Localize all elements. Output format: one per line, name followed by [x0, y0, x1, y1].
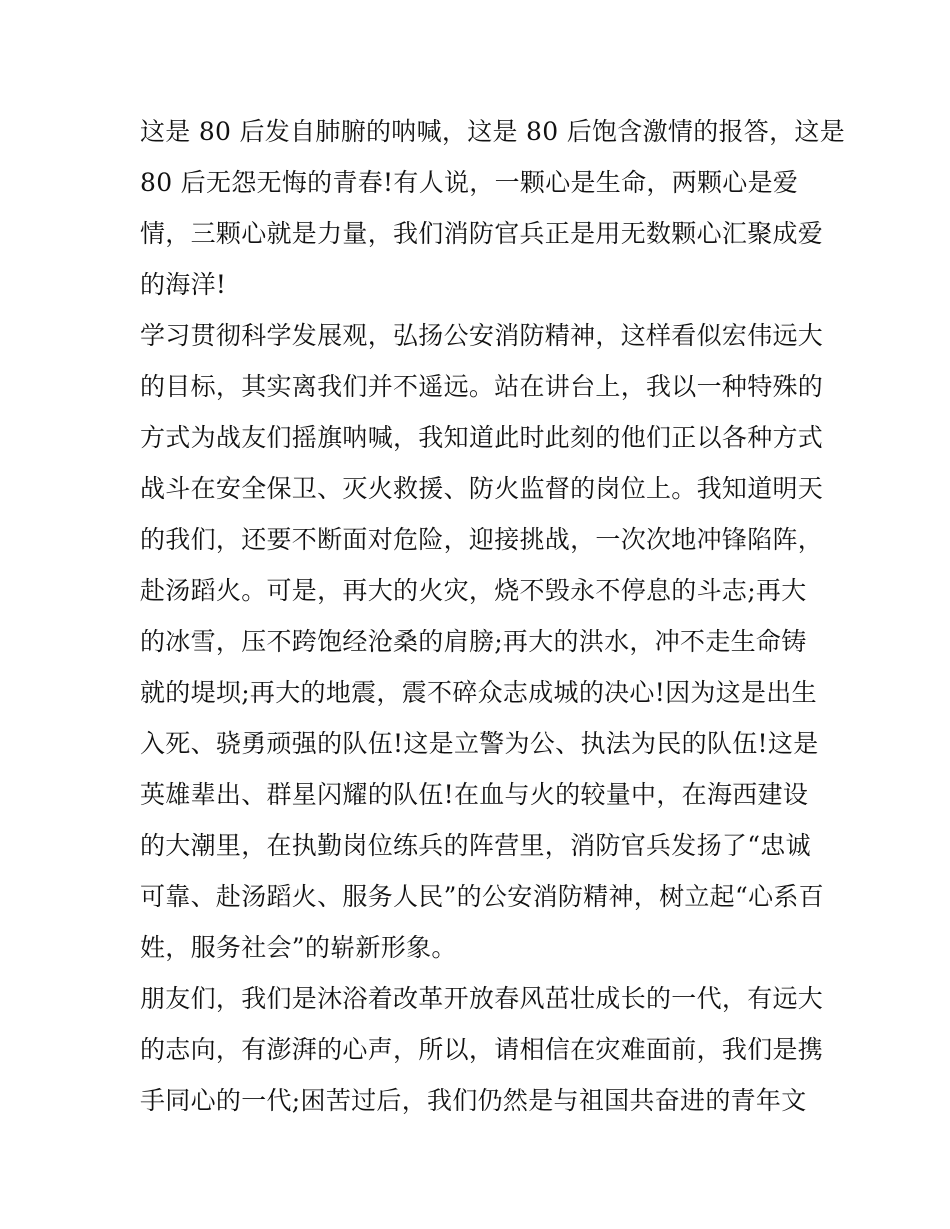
text-line: 朋友们，我们是沐浴着改革开放春风茁壮成长的一代，有远大: [140, 984, 824, 1013]
text-line: 就的堤坝;再大的地震，震不碎众志成城的决心!因为这是出生: [140, 678, 817, 707]
text-line: 的冰雪，压不跨饱经沧桑的肩膀;再大的洪水，冲不走生命铸: [140, 627, 807, 656]
text-line: 可靠、赴汤蹈火、服务人民”的公安消防精神，树立起“心系百: [140, 882, 824, 911]
paragraph: [140, 310, 824, 973]
text-line: 的志向，有澎湃的心声，所以，请相信在灾难面前，我们是携: [140, 1035, 824, 1064]
paragraph: [140, 973, 824, 1126]
text-line: 方式为战友们摇旗呐喊，我知道此时此刻的他们正以各种方式: [140, 423, 824, 452]
text-line: 姓，服务社会”的崭新形象。: [140, 933, 457, 962]
paragraph: [140, 106, 846, 310]
text-line: 战斗在安全保卫、灭火救援、防火监督的岗位上。我知道明天: [140, 474, 824, 503]
text-line: 学习贯彻科学发展观，弘扬公安消防精神，这样看似宏伟远大: [140, 321, 824, 350]
text-line: 80 后无怨无悔的青春!有人说，一颗心是生命，两颗心是爱: [140, 168, 799, 197]
text-line: 赴汤蹈火。可是，再大的火灾，烧不毁永不停息的斗志;再大: [140, 576, 807, 605]
text-line: 这是 80 后发自肺腑的呐喊，这是 80 后饱含激情的报答，这是: [140, 117, 846, 146]
text-line: 英雄辈出、群星闪耀的队伍!在血与火的较量中，在海西建设: [140, 780, 809, 809]
text-line: 情，三颗心就是力量，我们消防官兵正是用无数颗心汇聚成爱: [140, 219, 824, 248]
text-line: 的我们，还要不断面对危险，迎接挑战，一次次地冲锋陷阵，: [140, 525, 824, 554]
text-line: 的海洋!: [140, 270, 227, 299]
text-line: 入死、骁勇顽强的队伍!这是立警为公、执法为民的队伍!这是: [140, 729, 819, 758]
text-line: 手同心的一代;困苦过后，我们仍然是与祖国共奋进的青年文: [140, 1086, 807, 1115]
text-line: 的目标，其实离我们并不遥远。站在讲台上，我以一种特殊的: [140, 372, 824, 401]
body-text: [140, 106, 846, 1126]
text-line: 的大潮里，在执勤岗位练兵的阵营里，消防官兵发扬了“忠诚: [140, 831, 811, 860]
